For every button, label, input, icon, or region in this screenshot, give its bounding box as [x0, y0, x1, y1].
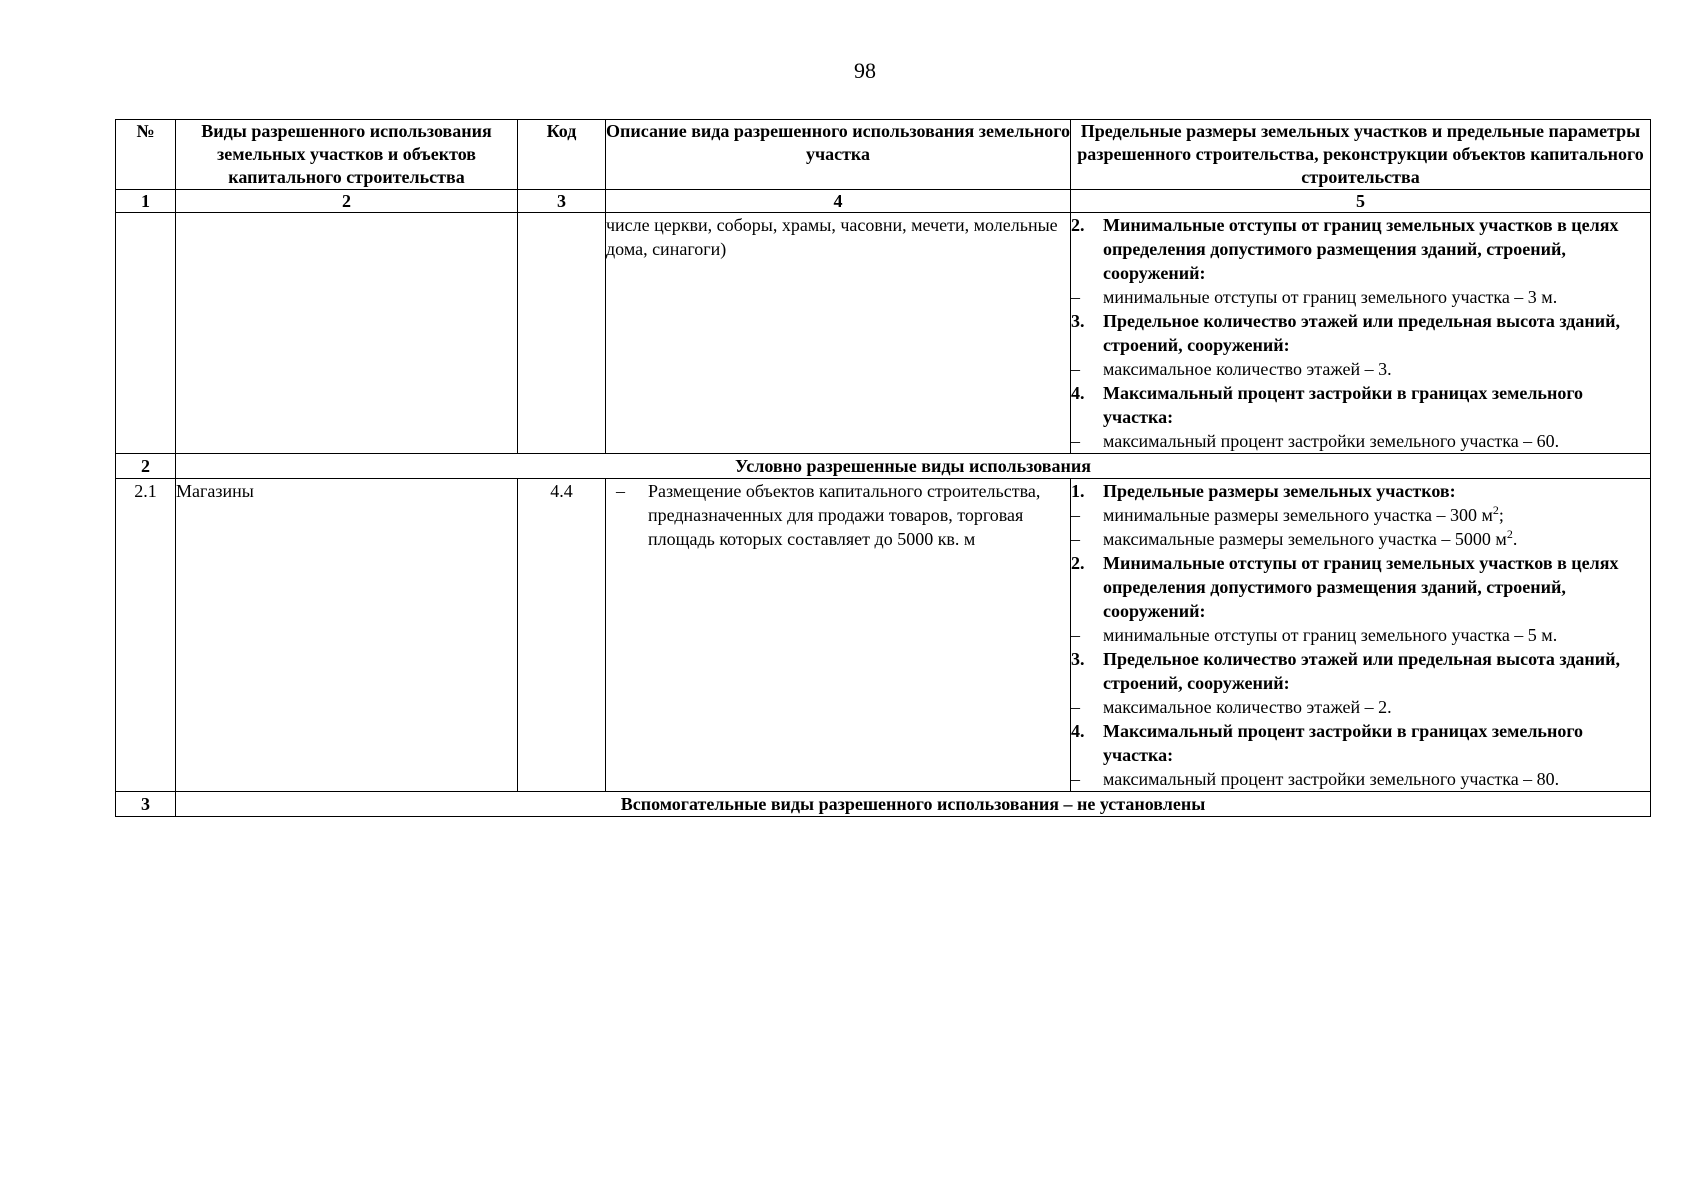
row-number: 2.1 [116, 479, 176, 792]
param-item [1071, 695, 1650, 719]
column-numbers-row [116, 190, 1651, 213]
header-params: Предельные размеры земельных участков и предельные параметры разрешенного строительства, реконструкции объектов капитального строительства [1071, 120, 1651, 190]
column-number: 4 [606, 190, 1071, 213]
row-code: 4.4 [518, 479, 606, 792]
header-code: Код [518, 120, 606, 190]
row-desc-cell: числе церкви, соборы, храмы, часовни, мечети, молельные дома, синагоги) [606, 213, 1071, 454]
row-params-cell [1071, 213, 1651, 454]
page-number: 98 [854, 58, 876, 83]
param-item [1071, 357, 1650, 381]
param-heading [1071, 309, 1650, 357]
param-item [1071, 767, 1650, 791]
param-text: Предельные размеры земельных участков: [1103, 481, 1456, 501]
param-heading [1071, 381, 1650, 429]
number-marker: 2. [1071, 553, 1085, 573]
param-text: максимальный процент застройки земельного участка – 80. [1103, 769, 1560, 789]
param-text: Максимальный процент застройки в границах земельного участка: [1103, 721, 1584, 765]
param-text: Минимальные отступы от границ земельных участков в целях определения допустимого размещения зданий, строений, сооружений: [1103, 553, 1619, 621]
param-text: максимальное количество этажей – 3. [1103, 359, 1392, 379]
number-marker: 3. [1071, 649, 1085, 669]
number-marker: 4. [1071, 383, 1085, 403]
header-desc: Описание вида разрешенного использования земельного участка [606, 120, 1071, 190]
superscript: 2 [1492, 503, 1499, 517]
param-item [1071, 429, 1650, 453]
param-item [1071, 285, 1650, 309]
section-row [116, 454, 1651, 479]
param-heading [1071, 551, 1650, 623]
param-heading [1071, 719, 1650, 767]
param-text: Минимальные отступы от границ земельных участков в целях определения допустимого размещения зданий, строений, сооружений: [1103, 215, 1619, 283]
column-number: 1 [116, 190, 176, 213]
dash-marker: – [1071, 431, 1080, 451]
header-row [116, 120, 1651, 190]
param-item [1071, 527, 1650, 551]
param-heading [1071, 479, 1650, 503]
dash-marker: – [1071, 529, 1080, 549]
param-text: Максимальный процент застройки в границах земельного участка: [1103, 383, 1584, 427]
param-text: минимальные отступы от границ земельного участка – 5 м. [1103, 625, 1558, 645]
column-number: 2 [176, 190, 518, 213]
row-desc-cell [606, 479, 1071, 792]
row-name: Магазины [176, 479, 518, 792]
column-number: 5 [1071, 190, 1651, 213]
dash-marker: – [1071, 359, 1080, 379]
dash-marker: – [1071, 625, 1080, 645]
number-marker: 1. [1071, 481, 1085, 501]
row-desc-text: Размещение объектов капитального строительства, предназначенных для продажи товаров, торговая площадь которых составляет до 5000 кв. м [648, 481, 1041, 549]
table-row [116, 213, 1651, 454]
param-text: минимальные отступы от границ земельного участка – 3 м. [1103, 287, 1558, 307]
superscript: 2 [1506, 527, 1513, 541]
dash-marker: – [616, 481, 625, 501]
desc-line [616, 479, 1070, 551]
param-text: максимальные размеры земельного участка – 5000 $м^2$. [1103, 527, 1518, 549]
header-types: Виды разрешенного использования земельных участков и объектов капитального строительства [176, 120, 518, 190]
params-list [1071, 479, 1650, 791]
dash-marker: – [1071, 505, 1080, 525]
section-number: 2 [116, 454, 176, 479]
number-marker: 2. [1071, 215, 1085, 235]
number-marker: 3. [1071, 311, 1085, 331]
params-list [1071, 213, 1650, 453]
param-item [1071, 623, 1650, 647]
header-no: № [116, 120, 176, 190]
section-row [116, 792, 1651, 817]
column-number: 3 [518, 190, 606, 213]
dash-marker: – [1071, 697, 1080, 717]
number-marker: 4. [1071, 721, 1085, 741]
table-row [116, 479, 1651, 792]
row-params-cell [1071, 479, 1651, 792]
param-heading [1071, 647, 1650, 695]
param-text: минимальные размеры земельного участка – 300 $м^2$; [1103, 503, 1504, 525]
param-text: максимальный процент застройки земельного участка – 60. [1103, 431, 1560, 451]
section-title: Условно разрешенные виды использования [176, 454, 1651, 479]
section-number: 3 [116, 792, 176, 817]
zoning-table [115, 119, 1651, 817]
param-text: Предельное количество этажей или предельная высота зданий, строений, сооружений: [1103, 649, 1621, 693]
dash-marker: – [1071, 287, 1080, 307]
param-text: Предельное количество этажей или предельная высота зданий, строений, сооружений: [1103, 311, 1621, 355]
dash-marker: – [1071, 769, 1080, 789]
section-title: Вспомогательные виды разрешенного использования – не установлены [176, 792, 1651, 817]
param-text: максимальное количество этажей – 2. [1103, 697, 1392, 717]
row-code-cell [518, 213, 606, 454]
row-name-cell [176, 213, 518, 454]
row-number-cell [116, 213, 176, 454]
param-heading [1071, 213, 1650, 285]
param-item [1071, 503, 1650, 527]
